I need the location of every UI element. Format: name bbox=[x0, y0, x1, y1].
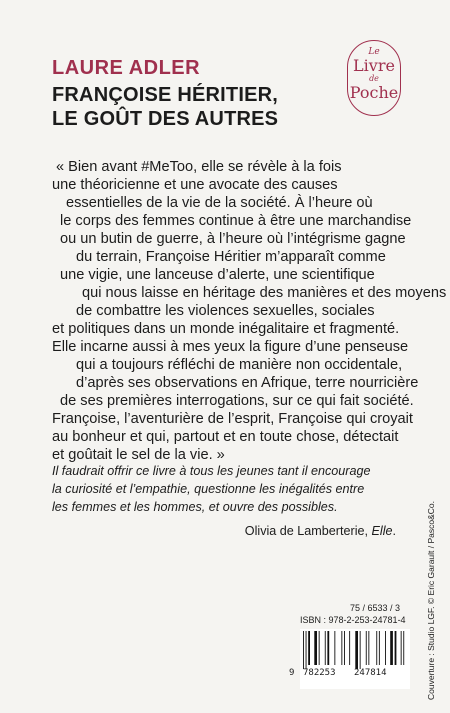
barcode-bar bbox=[314, 631, 317, 665]
catalog-codes: 75 / 6533 / 3 bbox=[349, 603, 400, 613]
credit-name: Olivia de Lamberterie, bbox=[244, 524, 372, 538]
quote-line: qui a toujours réfléchi de manière non occidentale, bbox=[76, 357, 403, 373]
barcode-bar bbox=[376, 631, 377, 665]
barcode-bar bbox=[341, 631, 342, 665]
logo-text: Livre bbox=[353, 56, 395, 75]
quote-line: au bonheur et qui, partout et en toute chose, détectait bbox=[52, 429, 399, 445]
barcode-bars bbox=[302, 631, 408, 669]
press-blurb bbox=[52, 462, 402, 516]
logo-text: Poche bbox=[349, 83, 399, 102]
barcode-digit-first: 9 bbox=[289, 668, 295, 678]
publisher-logo bbox=[347, 40, 401, 116]
quote-line: de ses premières interrogations, sur ce qui fait société. bbox=[60, 393, 414, 409]
barcode-bar bbox=[360, 631, 361, 669]
barcode-bar bbox=[344, 631, 345, 665]
logo-text: Le bbox=[368, 47, 380, 57]
blurb-line: les femmes et les hommes, et ouvre des possibles. bbox=[52, 500, 338, 514]
quote-line: qui nous laisse en héritage des manières et des moyens bbox=[82, 285, 447, 301]
isbn-number: ISBN : 978-2-253-24781-4 bbox=[300, 615, 406, 625]
book-title bbox=[52, 83, 352, 131]
quote-line: Elle incarne aussi à mes yeux la figure d’une penseuse bbox=[52, 339, 409, 355]
author-name: LAURE ADLER bbox=[52, 57, 201, 79]
credit-source: Elle bbox=[371, 524, 393, 538]
quote-line: et politiques dans un monde inégalitaire et fragmenté. bbox=[52, 321, 400, 337]
barcode-bar bbox=[379, 631, 380, 665]
barcode-bar bbox=[334, 631, 335, 665]
quote-line: essentielles de la vie de la société. À l’heure où bbox=[66, 195, 373, 211]
quote-line: de combattre les violences sexuelles, sociales bbox=[76, 303, 375, 319]
barcode-bar bbox=[319, 631, 320, 665]
quote-line: du terrain, Françoise Héritier m’apparaît comme bbox=[76, 249, 386, 265]
barcode-bar bbox=[368, 631, 369, 665]
quote-line: une théoricienne et une avocate des causes bbox=[52, 177, 338, 193]
quote-line: Françoise, l’aventurière de l’esprit, Françoise qui croyait bbox=[52, 411, 413, 427]
barcode-bar bbox=[366, 631, 367, 665]
quote-line: ou un butin de guerre, à l’heure où l’intégrisme gagne bbox=[60, 231, 406, 247]
barcode-bar bbox=[395, 631, 397, 665]
quote-paragraph bbox=[52, 158, 447, 464]
credit-end: . bbox=[392, 524, 396, 538]
barcode-digits-right: 247814 bbox=[354, 668, 387, 678]
barcode-digits-left: 782253 bbox=[303, 668, 336, 678]
quote-line: une vigie, une lanceuse d’alerte, une scientifique bbox=[60, 267, 375, 283]
barcode-bar bbox=[303, 631, 304, 669]
barcode-bar bbox=[306, 631, 307, 669]
barcode-bar bbox=[355, 631, 358, 669]
cover-credit: Couverture : Studio LGF. © Eric Garault / Pasco&Co. bbox=[426, 500, 436, 700]
quote-line: et goûtait le sel de la vie. » bbox=[52, 447, 225, 463]
blurb-line: Il faudrait offrir ce livre à tous les jeunes tant il encourage bbox=[52, 464, 371, 478]
logo-text: de bbox=[369, 74, 379, 83]
barcode-bar bbox=[401, 631, 402, 665]
title-line: LE GOÛT DES AUTRES bbox=[52, 108, 279, 130]
barcode-bar bbox=[308, 631, 310, 665]
title-line: FRANÇOISE HÉRITIER, bbox=[52, 84, 279, 106]
quote-line: « Bien avant #MeToo, elle se révèle à la fois bbox=[56, 159, 342, 175]
quote-line: d’après ses observations en Afrique, terre nourricière bbox=[76, 375, 419, 391]
barcode-bar bbox=[325, 631, 326, 665]
barcode-bar bbox=[349, 631, 350, 665]
barcode-bar bbox=[403, 631, 404, 665]
blurb-line: la curiosité et l’empathie, questionne les inégalités entre bbox=[52, 482, 365, 496]
barcode-bar bbox=[385, 631, 386, 665]
barcode-bar bbox=[390, 631, 393, 665]
blurb-credit bbox=[245, 522, 396, 540]
quote-line: le corps des femmes continue à être une marchandise bbox=[60, 213, 412, 229]
barcode-bar bbox=[327, 631, 329, 665]
barcode bbox=[300, 629, 410, 689]
